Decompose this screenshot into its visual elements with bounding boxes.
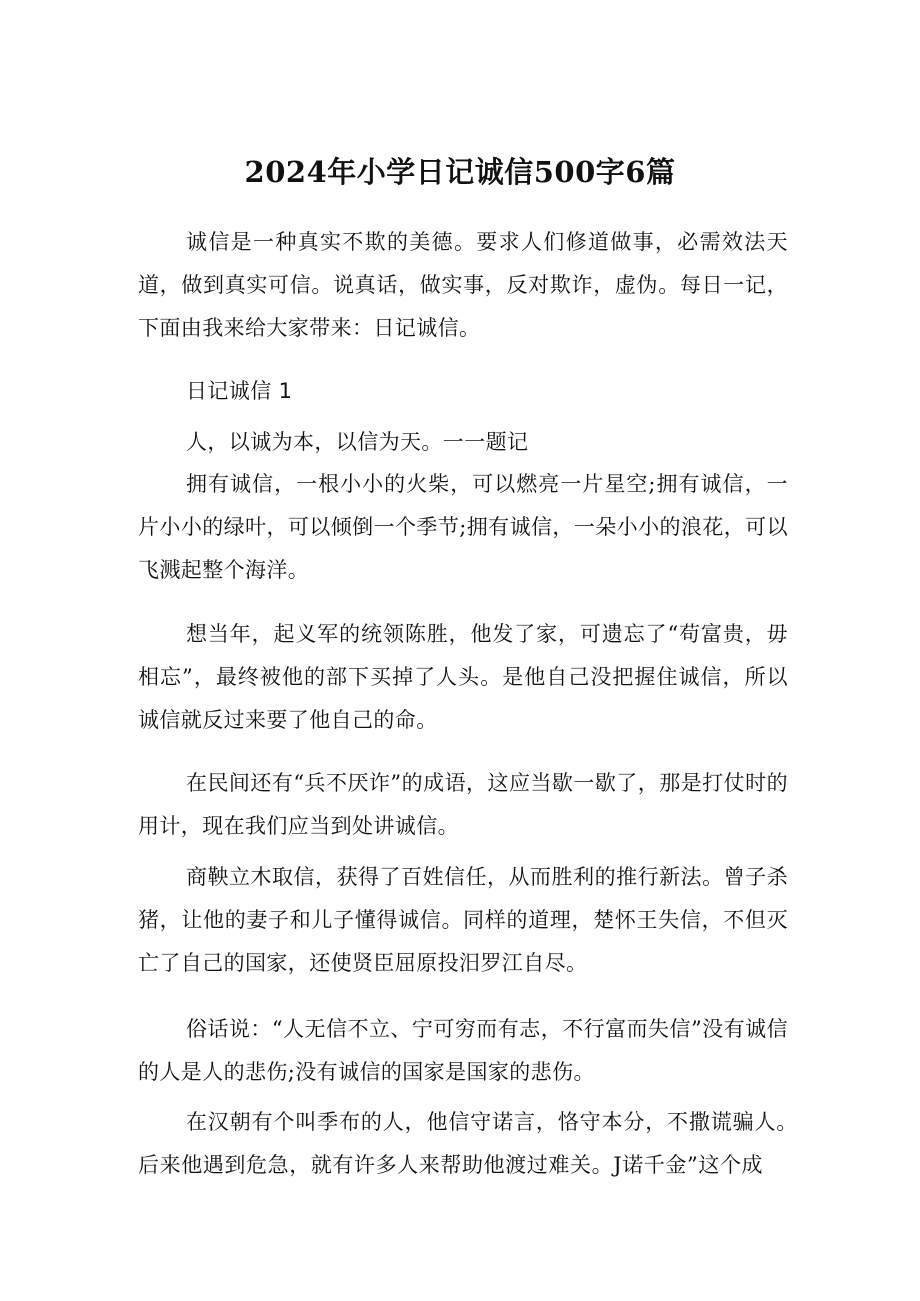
epigraph-paragraph: 人，以诚为本，以信为天。一一题记 [186,430,529,454]
section-heading: 日记诚信 1 [186,379,293,403]
body-paragraph: 在民间还有“兵不厌诈”的成语，这应当歇一歇了，那是打仗时的用计，现在我们应当到处讲诚信。 [138,771,788,838]
body-paragraph: 拥有诚信，一根小小的火柴，可以燃亮一片星空;拥有诚信，一片小小的绿叶，可以倾倒一个季节;拥有诚信，一朵小小的浪花，可以飞溅起整个海洋。 [138,472,788,582]
body-paragraph: 俗话说：“人无信不立、宁可穷而有志，不行富而失信”没有诚信的人是人的悲伤;没有诚信的国家是国家的悲伤。 [138,1017,788,1084]
intro-paragraph: 诚信是一种真实不欺的美德。要求人们修道做事，必需效法天道，做到真实可信。说真话，做实事，反对欺诈，虚伪。每日一记，下面由我来给大家带来：日记诚信。 [138,230,788,340]
body-paragraph: 商鞅立木取信，获得了百姓信任，从而胜利的推行新法。曾子杀猪，让他的妻子和儿子懂得诚信。同样的道理，楚怀王失信，不但灭亡了自己的国家，还使贤臣屈原投汨罗江自尽。 [138,865,788,975]
body-paragraph: 在汉朝有个叫季布的人，他信守诺言，恪守本分，不撒谎骗人。后来他遇到危急，就有许多人来帮助他渡过难关。J诺千金”这个成 [138,1110,798,1177]
document-title: 2024年小学日记诚信500字6篇 [244,155,676,189]
body-paragraph: 想当年，起义军的统领陈胜，他发了家，可遗忘了“苟富贵，毋相忘”，最终被他的部下买掉了人头。是他自己没把握住诚信，所以诚信就反过来要了他自己的命。 [138,622,788,732]
